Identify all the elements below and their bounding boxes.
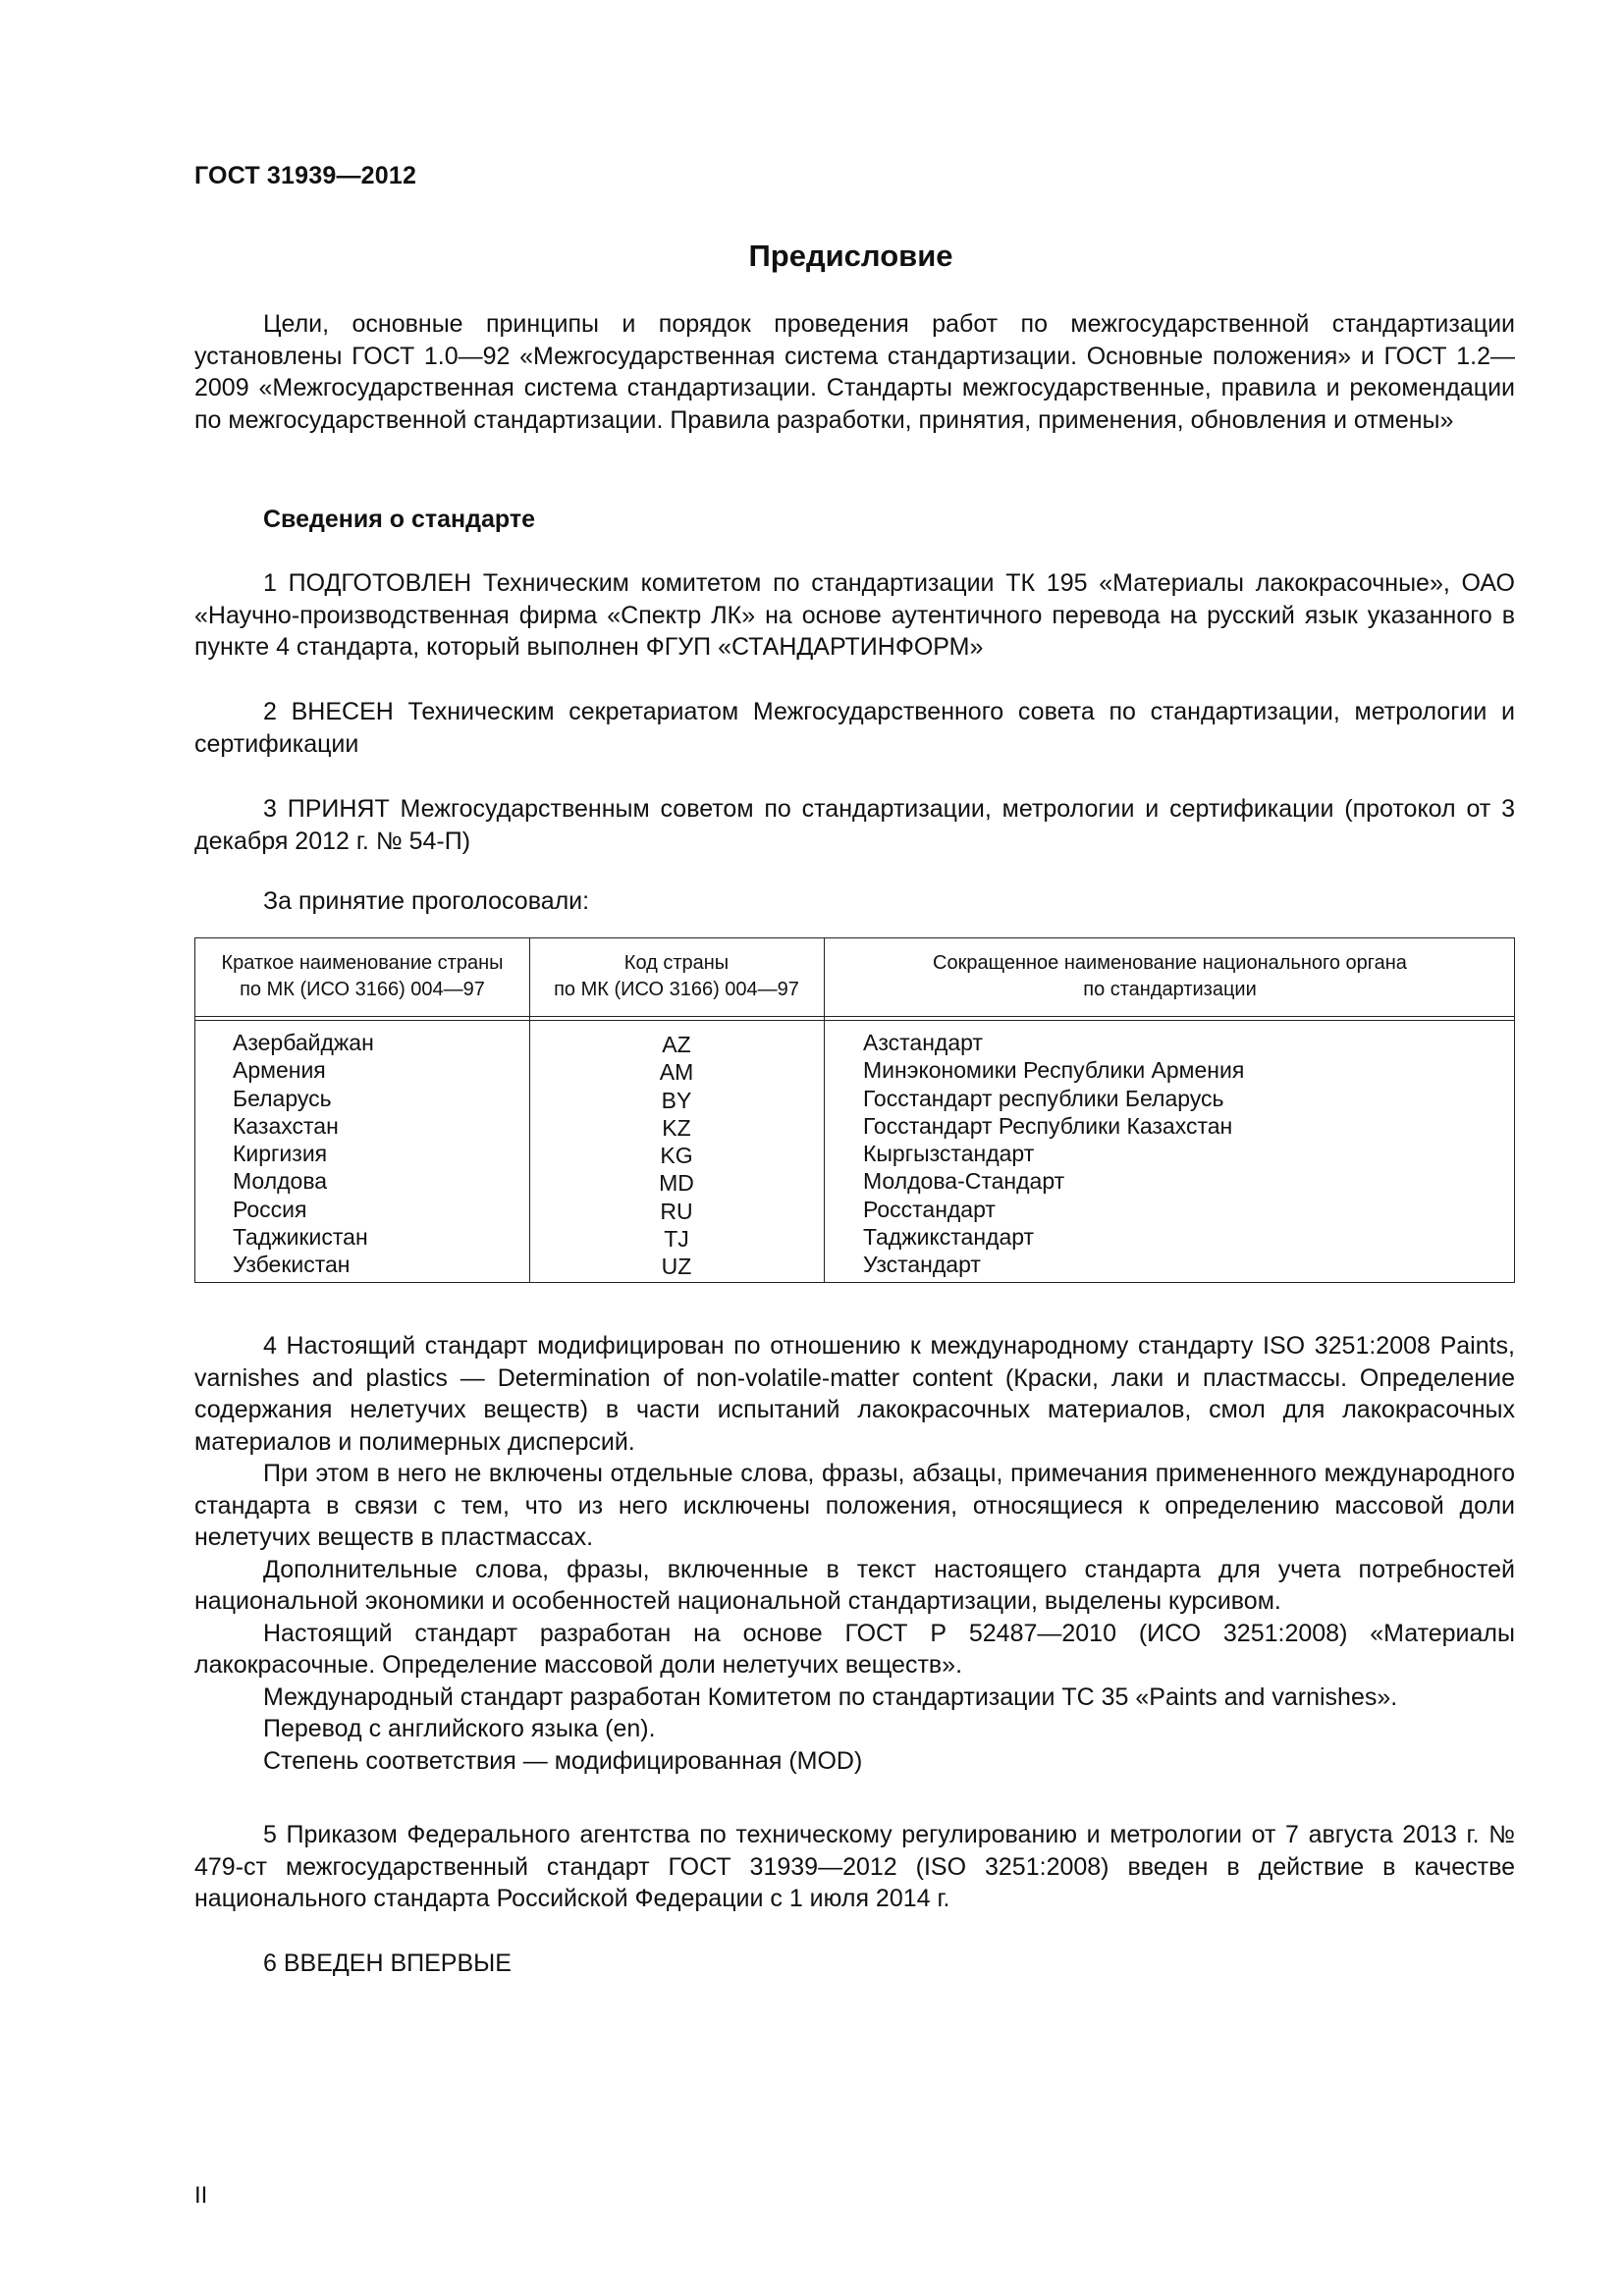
intro-text: Цели, основные принципы и порядок проведения работ по межгосударственной стандартизации установлены ГОСТ 1.0—92 «Межгосударственная система стандартизации. Основные положения» и ГОСТ 1.2—2009 «Межгосударственная система стандартизации. Стандарты межгосударственные, правила и рекомендации по межгосударственной стандартизации. Правила разработки, принятия, применения, обновления и отмены»	[194, 310, 1515, 434]
table-cell-country: Россия	[233, 1196, 307, 1222]
item-4-note: Перевод с английского языка (en).	[263, 1715, 656, 1742]
header-code: Код страны по МК (ИСО 3166) 004—97	[554, 952, 799, 1000]
table-cell-code: BY	[661, 1087, 692, 1113]
item-4-note: Степень соответствия — модифицированная (MOD)	[263, 1746, 863, 1775]
table-cell-country: Узбекистан	[233, 1252, 351, 1278]
table-header-divider	[195, 1020, 1514, 1021]
table-cell-code: KZ	[662, 1114, 691, 1141]
document-code: ГОСТ 31939—2012	[194, 162, 417, 189]
table-cell-code: RU	[660, 1198, 693, 1224]
item-3-paragraph	[194, 793, 1515, 857]
item-5-paragraph	[194, 1819, 1515, 1915]
item-1-paragraph	[194, 567, 1515, 664]
item-4-note: Международный стандарт разработан Комитетом по стандартизации ТС 35 «Paints and varnishes».	[263, 1682, 1398, 1711]
item-5-text: 5 Приказом Федерального агентства по техническому регулированию и метрологии от 7 августа 2013 г. № 479-ст межгосударственный стандарт ГОСТ 31939—2012 (ISO 3251:2008) введен в действие в качестве национального стандарта Российской Федерации с 1 июля 2014 г.	[194, 1821, 1515, 1912]
item-6-text: 6 ВВЕДЕН ВПЕРВЫЕ	[263, 1949, 512, 1977]
item-4-paragraph	[194, 1330, 1515, 1777]
table-cell-code: KG	[660, 1143, 693, 1169]
intro-paragraph	[194, 308, 1515, 436]
page-number: II	[194, 2182, 208, 2209]
table-cell-standards-body: Минэкономики Республики Армения	[863, 1057, 1245, 1084]
item-4-note: При этом в него не включены отдельные слова, фразы, абзацы, примечания примененного международного стандарта в связи с тем, что из него исключены положения, относящиеся к определению массовой доли нелетучих веществ в пластмассах.	[194, 1460, 1515, 1551]
table-cell-standards-body: Госстандарт республики Беларусь	[863, 1085, 1224, 1111]
table-cell-code: UZ	[661, 1254, 692, 1280]
header-country: Краткое наименование страны по МК (ИСО 3166) 004—97	[221, 952, 504, 1000]
standard-info-heading: Сведения о стандарте	[263, 506, 536, 533]
table-header-divider	[195, 1016, 1514, 1017]
table-cell-standards-body: Росстандарт	[863, 1196, 996, 1222]
table-cell-code: MD	[659, 1170, 694, 1197]
table-cell-country: Азербайджан	[233, 1030, 374, 1055]
header-standards-body: Сокращенное наименование национального органа по стандартизации	[933, 952, 1407, 1000]
standards-body-column	[863, 1029, 1501, 1279]
table-cell-standards-body: Молдова-Стандарт	[863, 1168, 1065, 1195]
voting-table	[194, 937, 1515, 1283]
code-column	[529, 1031, 824, 1281]
item-2-text: 2 ВНЕСЕН Техническим секретариатом Межгосударственного совета по стандартизации, метрологии и сертификации	[194, 698, 1515, 758]
table-cell-country: Армения	[233, 1057, 326, 1084]
table-cell-country: Казахстан	[233, 1112, 339, 1139]
table-cell-standards-body: Азстандарт	[863, 1030, 983, 1055]
vote-label: За принятие проголосовали:	[263, 887, 590, 915]
table-cell-code: TJ	[664, 1226, 689, 1253]
table-cell-standards-body: Госстандарт Республики Казахстан	[863, 1112, 1233, 1139]
table-cell-country: Молдова	[233, 1168, 328, 1195]
table-cell-country: Киргизия	[233, 1141, 328, 1167]
item-3-text: 3 ПРИНЯТ Межгосударственным советом по стандартизации, метрологии и сертификации (протокол от 3 декабря 2012 г. № 54-П)	[194, 795, 1515, 855]
country-column	[233, 1029, 527, 1279]
page-title: Предисловие	[748, 239, 953, 273]
table-cell-standards-body: Таджикстандарт	[863, 1224, 1035, 1251]
item-6-paragraph	[194, 1948, 1515, 1980]
item-2-paragraph	[194, 696, 1515, 760]
table-cell-country: Беларусь	[233, 1085, 332, 1111]
item-4-text: 4 Настоящий стандарт модифицирован по отношению к международному стандарту ISO 3251:2008 Paints, varnishes and plastics — Determination of non-volatile-matter content (Краски, лаки и пластмассы. Определение содержания нелетучих веществ) в части испытаний лакокрасочных материалов, смол для лакокрасочных материалов и полимерных дисперсий.	[194, 1332, 1515, 1456]
table-cell-standards-body: Кыргызстандарт	[863, 1141, 1035, 1167]
table-cell-code: AZ	[662, 1032, 691, 1057]
item-4-note: Настоящий стандарт разработан на основе ГОСТ Р 52487—2010 (ИСО 3251:2008) «Материалы лакокрасочные. Определение массовой доли нелетучих веществ».	[194, 1619, 1515, 1679]
table-cell-country: Таджикистан	[233, 1224, 368, 1251]
item-1-text: 1 ПОДГОТОВЛЕН Техническим комитетом по стандартизации ТК 195 «Материалы лакокрасочные», ОАО «Научно-производственная фирма «Спектр ЛК» на основе аутентичного перевода на русский язык указанного в пункте 4 стандарта, который выполнен ФГУП «СТАНДАРТИНФОРМ»	[194, 569, 1515, 661]
item-4-note: Дополнительные слова, фразы, включенные в текст настоящего стандарта для учета потребностей национальной экономики и особенностей национальной стандартизации, выделены курсивом.	[194, 1555, 1515, 1615]
table-cell-standards-body: Узстандарт	[863, 1252, 981, 1278]
table-cell-code: AM	[659, 1059, 694, 1086]
